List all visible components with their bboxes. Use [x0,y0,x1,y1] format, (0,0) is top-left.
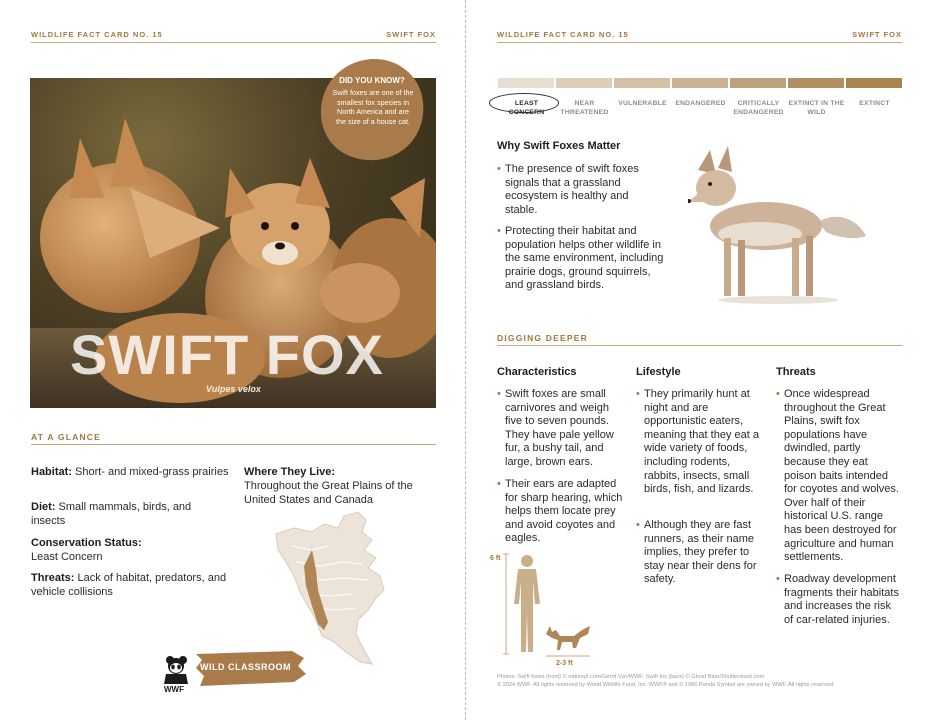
scale-segment [672,78,728,88]
did-you-know-text: Swift foxes are one of the smallest fox species in North America and are the size of a house cat. [332,88,414,126]
credits-line: Photos: Swift foxes (front) © naturepl.com/Gerrit Vyn/WWF; Swift fox (back) © Ghost Bear/Shutterstock.com [497,674,765,680]
diet-value: Small mammals, birds, and insects [31,501,192,527]
diet-fact [31,500,196,528]
threats-fact [31,571,231,599]
hero-title: SWIFT FOX [70,323,384,386]
habitat-label: Habitat: [31,466,72,478]
status-least-concern: LEAST CONCERN [508,100,545,116]
where-they-live [244,465,436,507]
scale-segment [730,78,786,88]
status-label: Conservation Status: [31,537,142,549]
where-label: Where They Live: [244,466,336,478]
status-endangered: ENDANGERED [675,100,726,107]
card-number-header: WILDLIFE FACT CARD NO. 15 [497,30,629,39]
header-divider [31,42,436,43]
human-silhouette-icon [514,555,540,652]
why-matter-title: Why Swift Foxes Matter [497,140,621,152]
characteristics-bullet: • Their ears are adapted for sharp hearing, which helps them locate prey and avoid coyotes and eagles. [497,478,627,546]
where-value: Throughout the Great Plains of the United States and Canada [244,480,413,506]
right-page [466,0,932,720]
why-bullet: • The presence of swift foxes signals that a grassland ecosystem is healthy and stable. [497,163,662,217]
scale-segment [846,78,902,88]
threats-value: Lack of habitat, predators, and vehicle collisions [31,572,227,598]
characteristics-title: Characteristics [497,366,577,378]
wwf-panda-logo [160,654,194,694]
size-comparison-silhouettes [502,552,592,662]
glance-divider [31,444,436,445]
status-vulnerable: VULNERABLE [618,100,667,107]
lifestyle-bullet: • They primarily hunt at night and are opportunistic eaters, meaning that they eat a wide variety of foods, including rodents, rabbits, insects, small birds, fish, and lizards. [636,388,762,497]
status-value: Least Concern [31,551,103,563]
human-height-label: 6 ft [490,555,501,562]
habitat-value: Short- and mixed-grass prairies [75,466,229,478]
wwf-wordmark: WWF [164,685,184,694]
scale-segment [614,78,670,88]
lifestyle-bullet: • Although they are fast runners, as their name implies, they prefer to stay near their dens for safety. [636,519,762,587]
range-map-icon [272,510,402,668]
header-divider [497,42,902,43]
at-a-glance-heading: AT A GLANCE [31,432,102,442]
threats-title: Threats [776,366,816,378]
fox-silhouette-icon [546,626,590,650]
scale-segment [498,78,554,88]
habitat-fact [31,465,231,479]
conservation-status-scale [498,78,902,128]
digging-deeper-heading: DIGGING DEEPER [497,333,588,343]
why-bullet: • Protecting their habitat and population helps other wildlife in the same environment, including prairie dogs, ground squirrels, and grassland birds. [497,225,667,293]
diet-label: Diet: [31,501,56,513]
lifestyle-title: Lifestyle [636,366,681,378]
characteristics-bullet: • Swift foxes are small carnivores and weigh five to seven pounds. They have pale yellow fur, a bushy tail, and large, brown ears. [497,388,627,470]
threats-label: Threats: [31,572,75,584]
wild-classroom-label: WILD CLASSROOM [200,662,291,672]
status-critically-endangered: CRITICALLY ENDANGERED [733,100,784,116]
fox-length-label: 2-3 ft [556,660,573,667]
copyright-line: © 2024 WWF. All rights reserved by World Wildlife Fund, Inc. WWF® and © 1986 Panda Symbol are owned by WWF. All rights reserved. [497,682,835,688]
status-near-threatened: NEAR THREATENED [560,100,609,116]
threats-bullet: • Roadway development fragments their habitats and increases the risk of car-related injuries. [776,573,902,627]
status-extinct: EXTINCT [859,100,890,107]
status-fact [31,536,231,564]
photo-credits [497,673,897,689]
species-header: SWIFT FOX [386,30,436,39]
species-header: SWIFT FOX [852,30,902,39]
threats-bullet: • Once widespread throughout the Great Plains, swift fox populations have dwindled, partly because they eat poison baits intended for coyotes and wolves. Over half of their historical U.S. range has been destroyed for agriculture and human settlements. [776,388,902,565]
did-you-know-badge [318,56,426,162]
scientific-name: Vulpes velox [206,384,261,394]
digging-divider [497,345,902,346]
scale-segment [788,78,844,88]
did-you-know-title: DID YOU KNOW? [339,76,405,85]
status-extinct-in-the-wild: EXTINCT IN THE WILD [788,100,845,116]
card-number-header: WILDLIFE FACT CARD NO. 15 [31,30,163,39]
scale-segment [556,78,612,88]
standing-fox-illustration [688,140,868,310]
